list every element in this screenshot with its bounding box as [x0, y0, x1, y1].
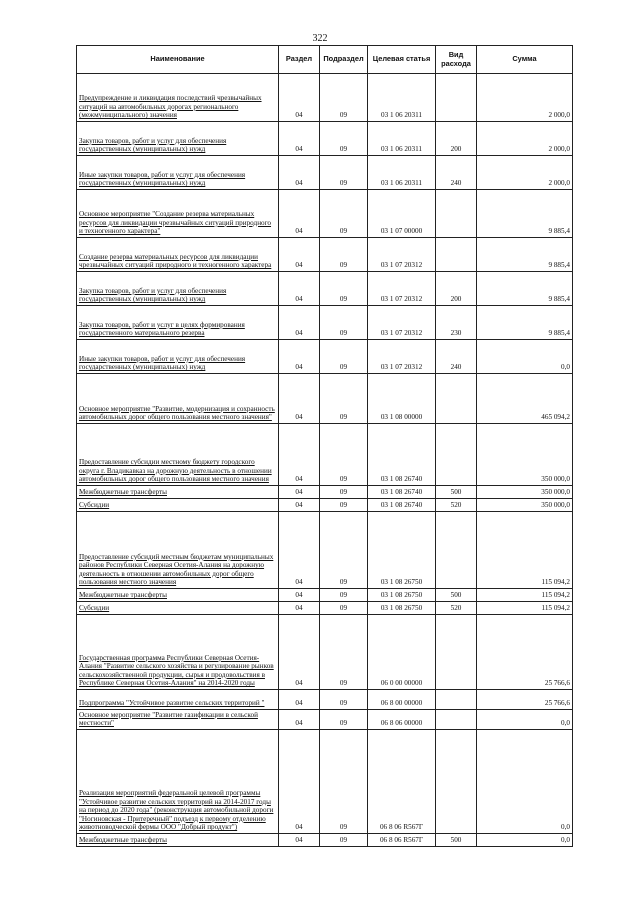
row-section: 04 — [279, 602, 320, 615]
page-number: 322 — [312, 33, 328, 44]
row-target: 06 8 00 00000 — [368, 690, 436, 710]
row-subsection: 09 — [320, 512, 368, 589]
row-name — [77, 615, 279, 690]
row-name-text: Закупка товаров, работ и услуг для обеспечения государственных (муниципальных) нужд — [79, 136, 227, 154]
row-expense-type — [436, 690, 477, 710]
budget-table — [76, 45, 573, 847]
row-subsection: 09 — [320, 306, 368, 340]
row-subsection: 09 — [320, 589, 368, 602]
row-target: 03 1 07 20312 — [368, 306, 436, 340]
row-section: 04 — [279, 272, 320, 306]
row-name-text: Реализация мероприятий федеральной целевой программы "Устойчивое развитие сельских территорий на 2014-2017 годы на период до 2020 года" (реконструкция автомобильной дороги "Ногиновская - Притеречный" подъезд к первому отделению животноводческой фермы ООО "Добрый продукт") — [79, 789, 274, 832]
row-name — [77, 834, 279, 847]
row-expense-type — [436, 730, 477, 834]
row-subsection: 09 — [320, 710, 368, 730]
table-row — [77, 615, 573, 690]
table-row — [77, 589, 573, 602]
row-amount: 9 885,4 — [477, 306, 573, 340]
row-section: 04 — [279, 512, 320, 589]
row-target: 03 1 08 26740 — [368, 499, 436, 512]
row-target: 06 8 06 R567Г — [368, 834, 436, 847]
table-row — [77, 238, 573, 272]
row-amount: 115 094,2 — [477, 589, 573, 602]
row-expense-type: 520 — [436, 602, 477, 615]
header-amount: Сумма — [477, 46, 573, 74]
table-row — [77, 374, 573, 424]
row-target: 03 1 07 20312 — [368, 340, 436, 374]
row-name — [77, 589, 279, 602]
row-expense-type: 500 — [436, 486, 477, 499]
row-section: 04 — [279, 122, 320, 156]
row-expense-type: 500 — [436, 589, 477, 602]
row-amount: 350 000,0 — [477, 499, 573, 512]
row-target: 06 8 06 R567Г — [368, 730, 436, 834]
row-expense-type: 200 — [436, 272, 477, 306]
table-row — [77, 122, 573, 156]
row-amount: 2 000,0 — [477, 156, 573, 190]
row-target: 03 1 08 26750 — [368, 602, 436, 615]
header-name: Наименование — [77, 46, 279, 74]
row-name — [77, 486, 279, 499]
row-subsection: 09 — [320, 122, 368, 156]
row-amount: 0,0 — [477, 730, 573, 834]
row-amount: 9 885,4 — [477, 238, 573, 272]
row-name-text: Основное мероприятие "Создание резерва материальных ресурсов для ликвидации чрезвычайных ситуаций природного и техногенного характера" — [79, 210, 272, 236]
row-expense-type: 200 — [436, 122, 477, 156]
row-subsection: 09 — [320, 486, 368, 499]
row-expense-type — [436, 615, 477, 690]
row-name — [77, 122, 279, 156]
row-subsection: 09 — [320, 272, 368, 306]
row-section: 04 — [279, 156, 320, 190]
row-subsection: 09 — [320, 602, 368, 615]
row-subsection: 09 — [320, 340, 368, 374]
row-expense-type — [436, 710, 477, 730]
header-subsection: Подраздел — [320, 46, 368, 74]
row-name-text: Государственная программа Республики Северная Осетия-Алания "Развитие сельского хозяйства и регулирование рынков сельскохозяйственной продукции, сырья и продовольствия в Республике Северная Осетия-Алания" на 2014-2020 годы — [79, 653, 274, 688]
row-section: 04 — [279, 74, 320, 122]
row-target: 03 1 08 26740 — [368, 486, 436, 499]
row-target: 03 1 07 20312 — [368, 272, 436, 306]
row-amount: 115 094,2 — [477, 512, 573, 589]
row-section: 04 — [279, 340, 320, 374]
table-row — [77, 730, 573, 834]
row-name-text: Основное мероприятие "Развитие газификации в сельской местности" — [79, 710, 258, 728]
row-name — [77, 190, 279, 238]
row-section: 04 — [279, 589, 320, 602]
row-section: 04 — [279, 499, 320, 512]
row-expense-type — [436, 424, 477, 486]
table-row — [77, 156, 573, 190]
row-subsection: 09 — [320, 238, 368, 272]
row-target: 03 1 08 00000 — [368, 374, 436, 424]
row-name-text: Предоставление субсидий местным бюджетам муниципальных районов Республики Северная Осетия-Алания на дорожную деятельность в отношении автомобильных дорог общего пользования местного значения — [79, 552, 274, 587]
row-name-text: Закупка товаров, работ и услуг для обеспечения государственных (муниципальных) нужд — [79, 286, 227, 304]
row-section: 04 — [279, 690, 320, 710]
row-section: 04 — [279, 374, 320, 424]
row-amount: 115 094,2 — [477, 602, 573, 615]
row-name-text: Подпрограмма "Устойчивое развитие сельских территорий " — [79, 699, 265, 708]
row-target: 03 1 06 20311 — [368, 74, 436, 122]
row-target: 03 1 07 20312 — [368, 238, 436, 272]
row-name-text: Иные закупки товаров, работ и услуг для обеспечения государственных (муниципальных) нужд — [79, 354, 246, 372]
row-name — [77, 602, 279, 615]
row-name — [77, 690, 279, 710]
row-name — [77, 710, 279, 730]
row-expense-type — [436, 512, 477, 589]
row-name — [77, 340, 279, 374]
row-target: 03 1 08 26750 — [368, 589, 436, 602]
row-amount: 350 000,0 — [477, 486, 573, 499]
row-target: 06 8 06 00000 — [368, 710, 436, 730]
row-section: 04 — [279, 238, 320, 272]
row-subsection: 09 — [320, 374, 368, 424]
row-amount: 0,0 — [477, 710, 573, 730]
row-expense-type: 520 — [436, 499, 477, 512]
row-amount: 2 000,0 — [477, 122, 573, 156]
table-row — [77, 834, 573, 847]
table-row — [77, 190, 573, 238]
row-name — [77, 730, 279, 834]
table-header-row — [77, 46, 573, 74]
header-section: Раздел — [279, 46, 320, 74]
row-subsection: 09 — [320, 615, 368, 690]
row-name — [77, 306, 279, 340]
table-row — [77, 710, 573, 730]
row-amount: 0,0 — [477, 834, 573, 847]
row-expense-type: 500 — [436, 834, 477, 847]
row-target: 03 1 06 20311 — [368, 156, 436, 190]
table-row — [77, 306, 573, 340]
row-section: 04 — [279, 486, 320, 499]
row-expense-type — [436, 238, 477, 272]
row-amount: 465 094,2 — [477, 374, 573, 424]
table-row — [77, 602, 573, 615]
row-section: 04 — [279, 834, 320, 847]
row-name — [77, 424, 279, 486]
row-name-text: Предупреждение и ликвидация последствий чрезвычайных ситуаций на автомобильных дорогах регионального (межмуниципального) значения — [79, 94, 262, 120]
row-expense-type — [436, 190, 477, 238]
table-row — [77, 74, 573, 122]
row-section: 04 — [279, 190, 320, 238]
row-target: 06 0 00 00000 — [368, 615, 436, 690]
row-name-text: Закупка товаров, работ и услуг в целях формирования государственного материального резерва — [79, 320, 245, 338]
row-subsection: 09 — [320, 730, 368, 834]
row-name-text: Межбюджетные трансферты — [79, 836, 167, 845]
row-amount: 9 885,4 — [477, 272, 573, 306]
table-row — [77, 424, 573, 486]
row-subsection: 09 — [320, 834, 368, 847]
row-section: 04 — [279, 730, 320, 834]
row-subsection: 09 — [320, 74, 368, 122]
row-amount: 0,0 — [477, 340, 573, 374]
row-subsection: 09 — [320, 156, 368, 190]
row-name — [77, 238, 279, 272]
row-name — [77, 272, 279, 306]
row-section: 04 — [279, 710, 320, 730]
row-section: 04 — [279, 615, 320, 690]
row-expense-type: 230 — [436, 306, 477, 340]
row-name — [77, 512, 279, 589]
row-subsection: 09 — [320, 499, 368, 512]
row-name-text: Субсидии — [79, 604, 110, 613]
row-subsection: 09 — [320, 424, 368, 486]
row-amount: 25 766,6 — [477, 615, 573, 690]
table-row — [77, 499, 573, 512]
table-row — [77, 486, 573, 499]
row-amount: 2 000,0 — [477, 74, 573, 122]
header-target: Целевая статья — [368, 46, 436, 74]
row-subsection: 09 — [320, 190, 368, 238]
header-expense-type: Вид расхода — [436, 46, 477, 74]
row-name-text: Субсидии — [79, 501, 110, 510]
row-name-text: Основное мероприятие "Развитие, модернизация и сохранность автомобильных дорог общего пользования местного значения" — [79, 404, 275, 422]
table-row — [77, 272, 573, 306]
row-name — [77, 156, 279, 190]
row-target: 03 1 08 26750 — [368, 512, 436, 589]
row-expense-type: 240 — [436, 340, 477, 374]
row-name — [77, 74, 279, 122]
row-subsection: 09 — [320, 690, 368, 710]
row-amount: 350 000,0 — [477, 424, 573, 486]
row-name-text: Иные закупки товаров, работ и услуг для обеспечения государственных (муниципальных) нужд — [79, 170, 246, 188]
row-name-text: Межбюджетные трансферты — [79, 488, 167, 497]
row-target: 03 1 08 26740 — [368, 424, 436, 486]
table-row — [77, 340, 573, 374]
table-row — [77, 690, 573, 710]
row-expense-type — [436, 374, 477, 424]
row-name — [77, 374, 279, 424]
row-expense-type — [436, 74, 477, 122]
row-name — [77, 499, 279, 512]
row-section: 04 — [279, 424, 320, 486]
row-target: 03 1 06 20311 — [368, 122, 436, 156]
table-row — [77, 512, 573, 589]
row-section: 04 — [279, 306, 320, 340]
row-amount: 25 766,6 — [477, 690, 573, 710]
row-name-text: Предоставление субсидии местному бюджету городского округа г. Владикавказ на дорожную деятельность в отношении автомобильных дорог общего пользования местного значения — [79, 458, 272, 484]
row-amount: 9 885,4 — [477, 190, 573, 238]
row-target: 03 1 07 00000 — [368, 190, 436, 238]
row-expense-type: 240 — [436, 156, 477, 190]
row-name-text: Создание резерва материальных ресурсов для ликвидации чрезвычайных ситуаций природного и техногенного характера — [79, 252, 272, 270]
row-name-text: Межбюджетные трансферты — [79, 591, 167, 600]
